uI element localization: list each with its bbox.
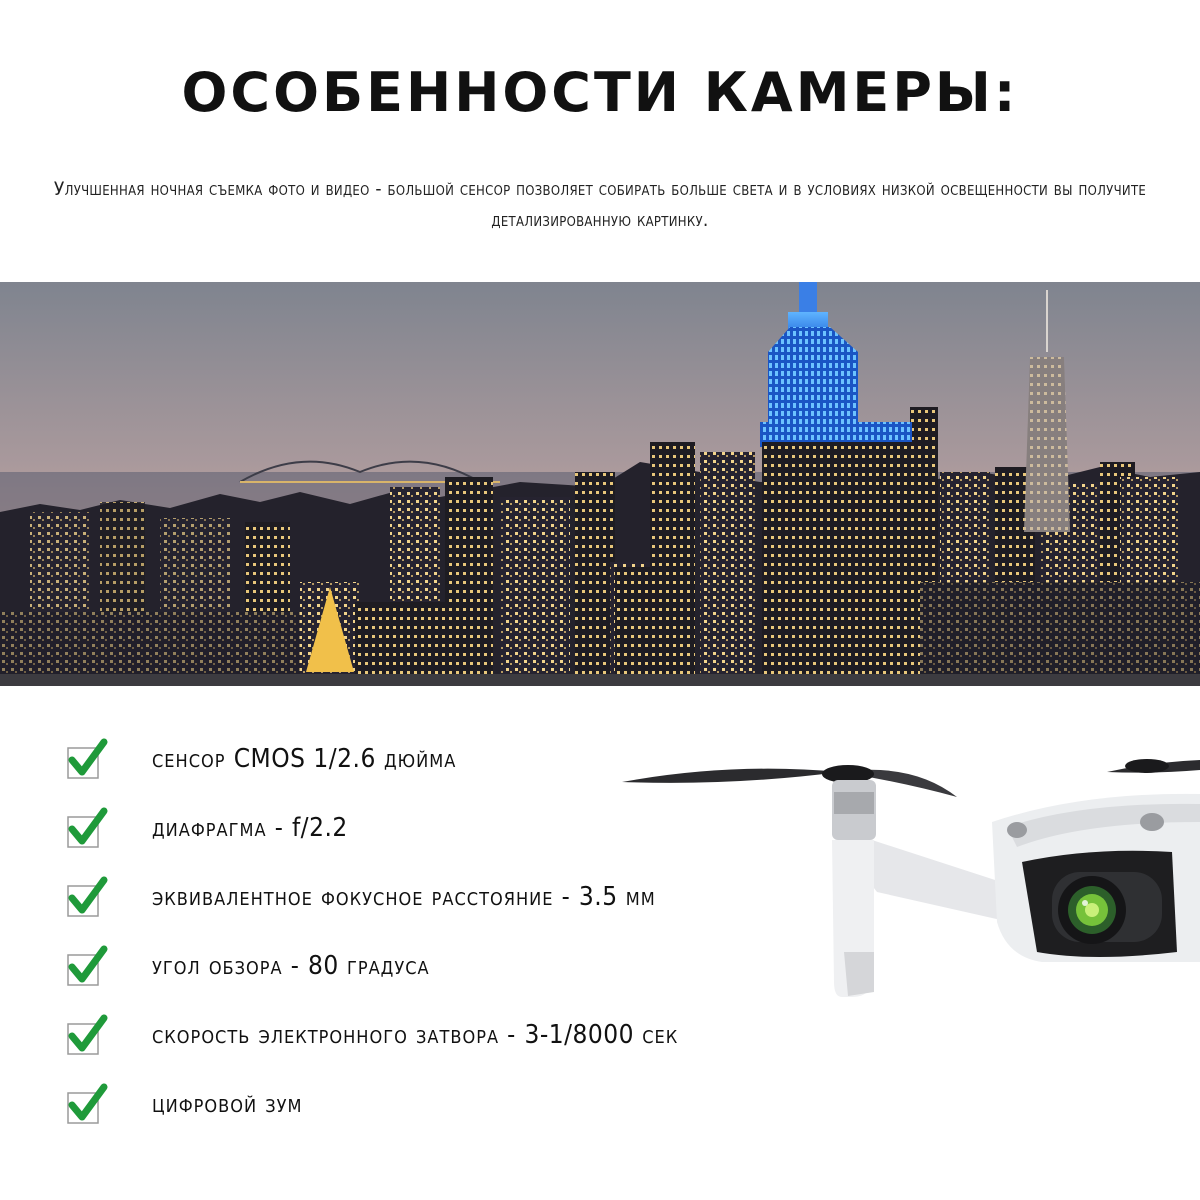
- feature-item-digital-zoom: [66, 1069, 826, 1138]
- checkmark-icon: [66, 738, 108, 780]
- feature-text: диафрагма - f/2.2: [152, 812, 348, 843]
- feature-text: скорость электронного затвора - 3-1/8000 сек: [152, 1019, 679, 1050]
- feature-text: цифровой зум: [152, 1088, 303, 1118]
- night-city-photo: [0, 282, 1200, 686]
- feature-text: сенсор CMOS 1/2.6 дюйма: [152, 743, 457, 774]
- checkmark-icon: [66, 1083, 108, 1125]
- feature-text: угол обзора - 80 градуса: [152, 950, 430, 981]
- description-text: Улучшенная ночная съемка фото и видео - большой сенсор позволяет собирать больше света и в условиях низкой освещенности вы получите детализированную картинку.: [53, 178, 1147, 231]
- checkmark-icon: [66, 1014, 108, 1056]
- page-title: ОСОБЕННОСТИ КАМЕРЫ:: [181, 61, 1019, 124]
- checkmark-icon: [66, 876, 108, 918]
- checkmark-icon: [66, 807, 108, 849]
- checkmark-icon: [66, 945, 108, 987]
- feature-text: эквивалентное фокусное расстояние - 3.5 мм: [152, 881, 656, 912]
- drone-image: [612, 752, 1200, 1012]
